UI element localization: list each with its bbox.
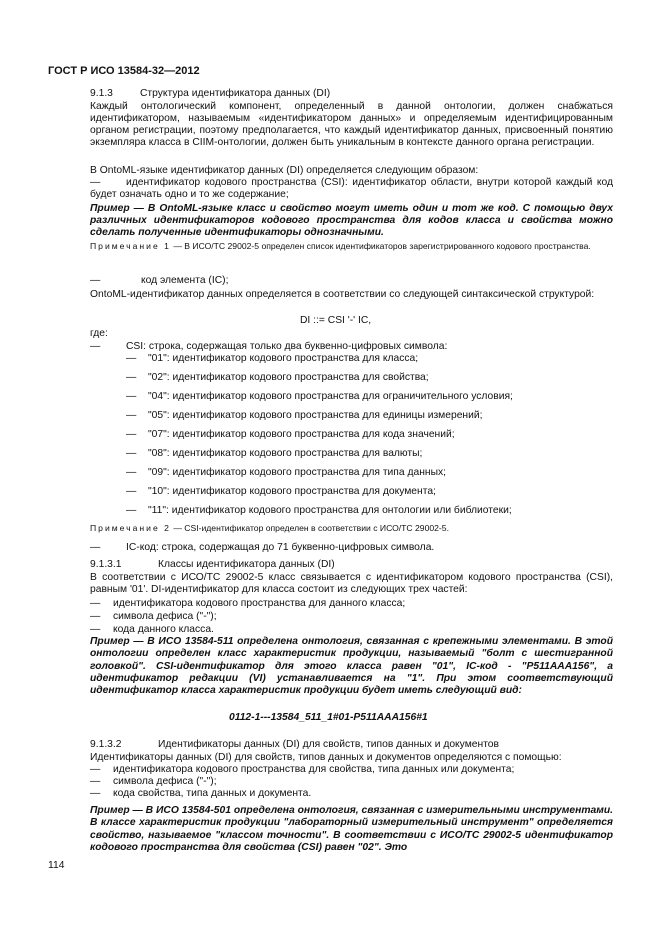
- paragraph: Идентификаторы данных (DI) для свойств, типов данных и документов определяются с помощью:: [90, 752, 562, 763]
- list-item: идентификатора кодового пространства для свойства, типа данных или документа;: [113, 764, 515, 775]
- list-item: "04": идентификатор кодового пространства для ограничительного условия;: [148, 391, 513, 402]
- list-dash: —: [126, 448, 137, 459]
- list-item: "11": идентификатор кодового пространства для онтологии или библиотеки;: [148, 505, 512, 516]
- list-dash: —: [126, 353, 137, 364]
- list-item: код элемента (IC);: [141, 275, 229, 286]
- list-item: идентификатор кодового пространства (CSI): идентификатор области, внутри которой каждый код будет означать одно и то же содержание;: [90, 177, 613, 201]
- list-dash: —: [126, 467, 137, 478]
- list-dash: —: [126, 429, 137, 440]
- note-label: Примечание 1: [90, 241, 171, 251]
- note-text: — CSI-идентификатор определен в соответствии с ИСО/ТС 29002-5.: [173, 523, 449, 533]
- list-item: кода данного класса.: [113, 624, 214, 635]
- list-dash: —: [90, 611, 101, 622]
- section-number: 9.1.3.2: [90, 739, 122, 750]
- list-dash: —: [126, 410, 137, 421]
- example-text: Пример — В ИСО 13584-511 определена онтология, связанная с крепежными элементами. В этой онтологии определен класс характеристик продукции, называемый "болт с шестигранной головкой". CSI-идентификатор для этого класса равен "01", IC-код - "P511AAA156", а идентификатор редакции (VI) устанавливается на "1". При этом соответствующий идентификатор класса характеристик продукции будет иметь следующий вид:: [90, 636, 613, 697]
- list-item: "02": идентификатор кодового пространства для свойства;: [148, 372, 429, 383]
- document-header: ГОСТ Р ИСО 13584-32—2012: [48, 65, 200, 77]
- note: [90, 523, 613, 534]
- section-title: Структура идентификатора данных (DI): [140, 88, 331, 99]
- paragraph: Каждый онтологический компонент, определенный в данной онтологии, должен снабжаться идентификатором, называемым «идентификатором данных» и определяемым идентифицированным органом регистрации, поэтому предполагается, что каждый идентификатор данных, присвоенный понятию экземпляра класса в CIIM-онтологии, должен быть уникальным в контексте данного органа регистрации.: [90, 101, 613, 149]
- list-dash: —: [90, 776, 101, 787]
- list-dash: —: [126, 486, 137, 497]
- list-dash: —: [126, 505, 137, 516]
- section-title: Классы идентификатора данных (DI): [158, 559, 335, 570]
- list-dash: —: [90, 542, 101, 553]
- note-text: — В ИСО/ТС 29002-5 определен список идентификаторов зарегистрированного кодового пространства.: [173, 241, 591, 251]
- list-item: "08": идентификатор кодового пространства для валюты;: [148, 448, 423, 459]
- list-item: "05": идентификатор кодового пространства для единицы измерений;: [148, 410, 483, 421]
- list-item: "09": идентификатор кодового пространства для типа данных;: [148, 467, 446, 478]
- where-label: где:: [90, 328, 108, 339]
- example-text: Пример — В OntoML-языке класс и свойство могут иметь один и тот же код. С помощью двух различных идентификаторов кодового пространства для кодов класса и свойства можно сделать полученные идентификаторы однозначными.: [90, 203, 613, 239]
- list-dash: —: [90, 177, 101, 188]
- list-item: "07": идентификатор кодового пространства для кода значений;: [148, 429, 455, 440]
- list-dash: —: [90, 275, 101, 286]
- list-dash: —: [90, 598, 101, 609]
- list-dash: —: [126, 372, 137, 383]
- example-text: Пример — В ИСО 13584-501 определена онтология, связанная с измерительными инструментами. В классе характеристик продукции "лабораторный измерительный инструмент" определяется свойство, называемое "классом точности". В соответствии с ИСО/ТС 29002-5 идентификатор кодового пространства для свойства (CSI) равен "02". Это: [90, 805, 613, 853]
- syntax-formula: DI ::= CSI '-' IC,: [300, 315, 372, 326]
- list-dash: —: [90, 341, 101, 352]
- list-item: символа дефиса ("-");: [113, 776, 217, 787]
- list-item: "10": идентификатор кодового пространства для документа;: [148, 486, 436, 497]
- page-number: 114: [48, 860, 65, 871]
- ic-definition: IC-код: строка, содержащая до 71 буквенно-цифровых символа.: [126, 542, 435, 553]
- list-dash: —: [90, 788, 101, 799]
- note-label: Примечание 2: [90, 523, 171, 533]
- list-dash: —: [126, 391, 137, 402]
- section-title: Идентификаторы данных (DI) для свойств, типов данных и документов: [158, 739, 499, 750]
- note: [90, 241, 613, 252]
- paragraph: В OntoML-языке идентификатор данных (DI) определяется следующим образом:: [90, 165, 479, 176]
- paragraph: OntoML-идентификатор данных определяется в соответствии со следующей синтаксической структурой:: [90, 289, 595, 300]
- class-identifier-code: 0112-1---13584_511_1#01-P511AAA156#1: [229, 712, 428, 723]
- paragraph: В соответствии с ИСО/ТС 29002-5 класс связывается с идентификатором кодового пространства (CSI), равным '01'. DI-идентификатор для класса состоит из следующих трех частей:: [90, 572, 613, 596]
- section-number: 9.1.3: [90, 88, 113, 99]
- list-item: идентификатора кодового пространства для данного класса;: [113, 598, 406, 609]
- list-item: кода свойства, типа данных и документа.: [113, 788, 312, 799]
- list-dash: —: [90, 624, 101, 635]
- list-dash: —: [90, 764, 101, 775]
- list-item: символа дефиса ("-");: [113, 611, 217, 622]
- list-item: "01": идентификатор кодового пространства для класса;: [148, 353, 419, 364]
- csi-definition: CSI: строка, содержащая только два буквенно-цифровых символа:: [126, 341, 448, 352]
- section-number: 9.1.3.1: [90, 559, 122, 570]
